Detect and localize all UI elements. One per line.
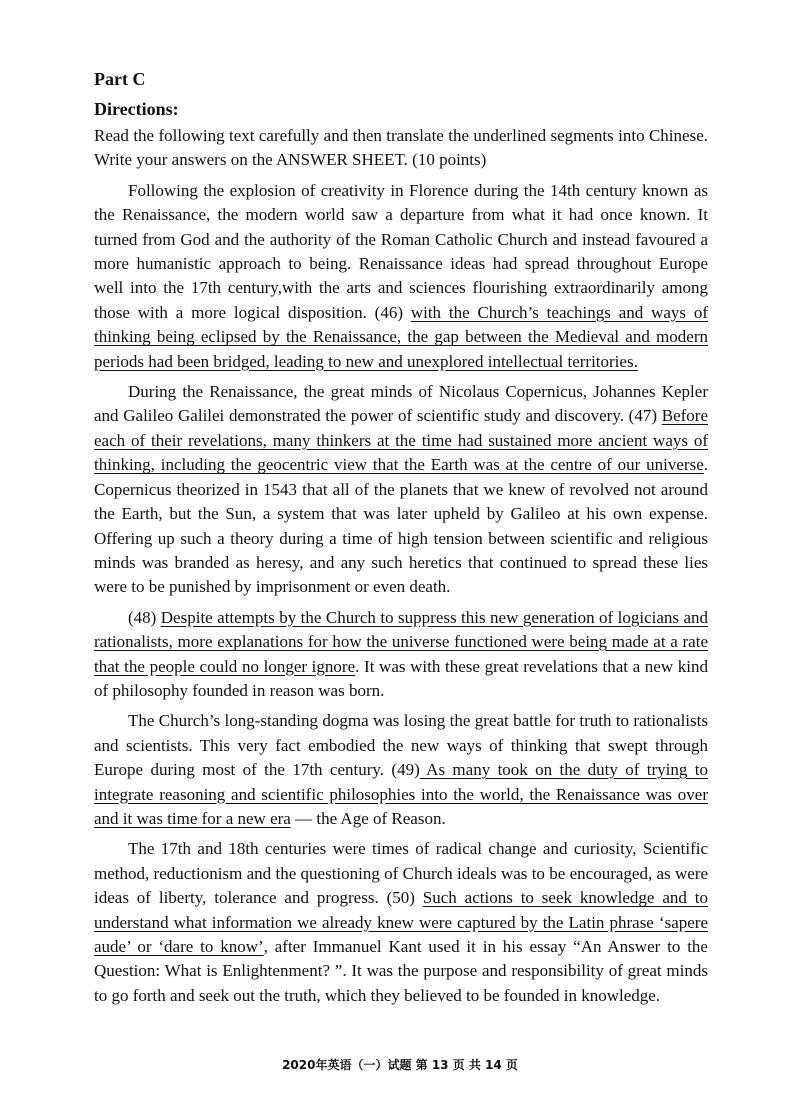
paragraph-4: The Church’s long-standing dogma was losing the great battle for truth to rationalists and scientists. This very fact embodied the new ways of thinking that swept through Europe during most of the 17th century. (49) As many took on the duty of trying to integrate reasoning and scientific philosophies into the world, the Renaissance was over and it was time for a new era — the Age of Reason. <box>94 711 708 828</box>
part-title: Part C <box>94 69 146 89</box>
paragraph-3: (48) Despite attempts by the Church to suppress this new generation of logicians and rationalists, more explanations for how the universe functioned were being made at a rate that the people could no longer ignore. It was with these great revelations that a new kind of philosophy founded in reason was born. <box>94 607 709 700</box>
paragraph-2: During the Renaissance, the great minds of Nicolaus Copernicus, Johannes Kepler and Galileo Galilei demonstrated the power of scientific study and discovery. (47) Before each of their revelations, many thinkers at the time had sustained more ancient ways of thinking, including the geocentric view that the Earth was at the centre of our universe. Copernicus theorized in 1543 that all of the planets that we knew of revolved not around the Earth, but the Sun, a system that was later upheld by Galileo at his own expense. Offering up such a theory during a time of high tension between scientific and religious minds was branded as heresy, and any such heretics that continued to spread these lies were to be punished by imprisonment or even death. <box>94 382 708 597</box>
directions-heading: Directions: <box>94 99 179 119</box>
page-footer: 2020年英语（一）试题 第 13 页 共 14 页 <box>282 1058 518 1072</box>
translation-segment-50: Such actions to seek knowledge and to understand what information we already knew were captured by the Latin phrase ‘sapere aude’ or ‘dare to know’ <box>94 888 708 956</box>
translation-segment-48: Despite attempts by the Church to suppress this new generation of logicians and rationalists, more explanations for how the universe functioned were being made at a rate that the people could no longer ignore <box>94 607 708 676</box>
paragraph-1: Following the explosion of creativity in Florence during the 14th century known as the Renaissance, the modern world saw a departure from what it had once known. It turned from God and the authority of the Roman Catholic Church and instead favoured a more humanistic approach to being. Renaissance ideas had spread throughout Europe well into the 17th century,with the arts and sciences flourishing extraordinarily among those with a more logical disposition. (46) with the Church’s teachings and ways of thinking being eclipsed by the Renaissance, the gap between the Medieval and modern periods had been bridged, leading to new and unexplored intellectual territories. <box>94 180 709 371</box>
translation-segment-49: As many took on the duty of trying to integrate reasoning and scientific philosophies into the world, the Renaissance was over and it was time for a new era <box>94 760 708 828</box>
translation-segment-46: with the Church’s teachings and ways of thinking being eclipsed by the Renaissance, the gap between the Medieval and modern periods had been bridged, leading to new and unexplored intellectual territories. <box>94 302 709 371</box>
directions-text: Read the following text carefully and then translate the underlined segments into Chinese. Write your answers on the ANSWER SHEET. (10 points) <box>94 126 708 170</box>
passage <box>94 124 708 1014</box>
translation-segment-47: Before each of their revelations, many thinkers at the time had sustained more ancient ways of thinking, including the geocentric view that the Earth was at the centre of our universe <box>94 406 708 475</box>
paragraph-5: The 17th and 18th centuries were times of radical change and curiosity, Scientific method, reductionism and the questioning of Church ideals was to be encouraged, as were ideas of liberty, tolerance and progress. (50) Such actions to seek knowledge and to understand what information we already knew were captured by the Latin phrase ‘sapere aude’ or ‘dare to know’, after Immanuel Kant used it in his essay “An Answer to the Question: What is Enlightenment? ”. It was the purpose and responsibility of great minds to go forth and seek out the truth, which they believed to be founded in knowledge. <box>94 839 708 1005</box>
